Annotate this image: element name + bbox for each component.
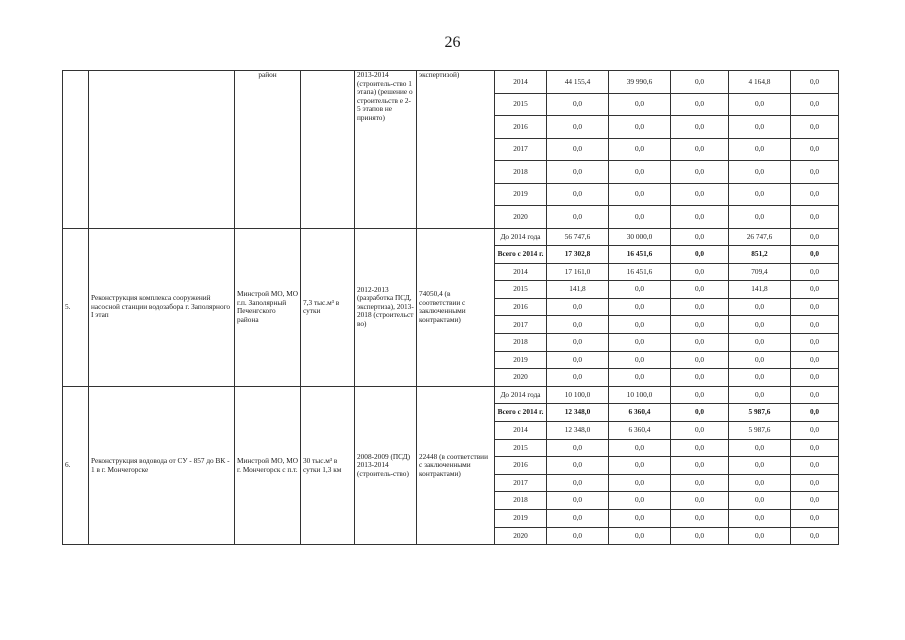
value-cell: 0,0	[791, 492, 839, 510]
value-cell: 0,0	[791, 206, 839, 229]
value-cell: 0,0	[791, 281, 839, 299]
value-cell: 0,0	[671, 116, 729, 139]
value-cell: 12 348,0	[547, 422, 609, 440]
value-cell: 0,0	[671, 246, 729, 264]
value-cell: 0,0	[791, 228, 839, 246]
value-cell: 4 164,8	[729, 71, 791, 94]
value-cell: 0,0	[671, 457, 729, 475]
value-cell: 141,8	[547, 281, 609, 299]
value-cell: 0,0	[609, 510, 671, 528]
value-cell: 0,0	[729, 457, 791, 475]
value-cell: 0,0	[791, 334, 839, 352]
value-cell: 0,0	[547, 116, 609, 139]
value-cell: 44 155,4	[547, 71, 609, 94]
value-cell: 0,0	[547, 183, 609, 206]
executor-cell: район	[235, 71, 301, 229]
year-cell: 2014	[495, 71, 547, 94]
value-cell: 0,0	[547, 138, 609, 161]
value-cell: 0,0	[729, 474, 791, 492]
value-cell: 0,0	[791, 369, 839, 387]
value-cell: 0,0	[729, 369, 791, 387]
value-cell: 0,0	[671, 298, 729, 316]
value-cell: 0,0	[547, 492, 609, 510]
value-cell: 0,0	[671, 404, 729, 422]
value-cell: 10 100,0	[547, 386, 609, 404]
value-cell: 10 100,0	[609, 386, 671, 404]
value-cell: 0,0	[547, 439, 609, 457]
value-cell: 0,0	[791, 116, 839, 139]
value-cell: 0,0	[671, 439, 729, 457]
item-number-cell	[63, 71, 89, 229]
value-cell: 0,0	[671, 510, 729, 528]
item-name-cell: Реконструкция комплекса сооружений насосной станции водозабора г. Заполярного I этап	[89, 228, 235, 386]
value-cell: 0,0	[729, 386, 791, 404]
value-cell: 0,0	[547, 351, 609, 369]
term-cell: 2012-2013 (разработка ПСД, экспертиза), 2013-2018 (строительст во)	[355, 228, 417, 386]
value-cell: 709,4	[729, 263, 791, 281]
value-cell: 0,0	[791, 316, 839, 334]
value-cell: 16 451,6	[609, 246, 671, 264]
value-cell: 0,0	[791, 138, 839, 161]
item-name-cell: Реконструкция водовода от СУ - 857 до ВК - 1 в г. Мончегорске	[89, 386, 235, 544]
value-cell: 0,0	[671, 183, 729, 206]
year-cell: 2020	[495, 206, 547, 229]
value-cell: 0,0	[547, 369, 609, 387]
value-cell: 0,0	[609, 316, 671, 334]
value-cell: 5 987,6	[729, 404, 791, 422]
value-cell: 0,0	[671, 316, 729, 334]
value-cell: 0,0	[609, 138, 671, 161]
value-cell: 0,0	[729, 316, 791, 334]
item-number-cell: 5.	[63, 228, 89, 386]
value-cell: 12 348,0	[547, 404, 609, 422]
value-cell: 6 360,4	[609, 422, 671, 440]
year-cell: 2018	[495, 161, 547, 184]
value-cell: 0,0	[729, 93, 791, 116]
value-cell: 0,0	[791, 71, 839, 94]
value-cell: 0,0	[609, 298, 671, 316]
year-cell: 2018	[495, 334, 547, 352]
executor-cell: Минстрой МО, МО г.п. Заполярный Печенгского района	[235, 228, 301, 386]
year-cell: 2016	[495, 116, 547, 139]
value-cell: 26 747,6	[729, 228, 791, 246]
value-cell: 0,0	[671, 93, 729, 116]
value-cell: 0,0	[791, 246, 839, 264]
value-cell: 0,0	[547, 527, 609, 545]
value-cell: 16 451,6	[609, 263, 671, 281]
value-cell: 0,0	[671, 474, 729, 492]
value-cell: 0,0	[729, 138, 791, 161]
value-cell: 0,0	[729, 510, 791, 528]
value-cell: 0,0	[671, 71, 729, 94]
value-cell: 0,0	[729, 334, 791, 352]
value-cell: 0,0	[791, 457, 839, 475]
value-cell: 0,0	[729, 527, 791, 545]
value-cell: 6 360,4	[609, 404, 671, 422]
value-cell: 0,0	[729, 298, 791, 316]
value-cell: 0,0	[729, 116, 791, 139]
value-cell: 0,0	[671, 386, 729, 404]
value-cell: 0,0	[791, 183, 839, 206]
value-cell: 0,0	[671, 351, 729, 369]
value-cell: 0,0	[547, 334, 609, 352]
value-cell: 0,0	[729, 492, 791, 510]
value-cell: 0,0	[609, 281, 671, 299]
value-cell: 0,0	[547, 206, 609, 229]
value-cell: 0,0	[609, 206, 671, 229]
value-cell: 0,0	[729, 183, 791, 206]
value-cell: 0,0	[791, 298, 839, 316]
investment-table	[62, 70, 839, 545]
value-cell: 0,0	[791, 439, 839, 457]
value-cell: 0,0	[547, 510, 609, 528]
year-cell: 2017	[495, 474, 547, 492]
value-cell: 0,0	[671, 161, 729, 184]
capacity-cell: 7,3 тыс.м³ в сутки	[301, 228, 355, 386]
year-cell: 2016	[495, 457, 547, 475]
year-cell: До 2014 года	[495, 228, 547, 246]
value-cell: 0,0	[671, 228, 729, 246]
value-cell: 0,0	[791, 93, 839, 116]
value-cell: 0,0	[609, 369, 671, 387]
value-cell: 0,0	[729, 439, 791, 457]
value-cell: 0,0	[609, 527, 671, 545]
value-cell: 0,0	[609, 334, 671, 352]
year-cell: 2019	[495, 351, 547, 369]
value-cell: 0,0	[547, 457, 609, 475]
term-cell: 2013-2014 (строитель-ство 1 этапа) (решение о строительств е 2-5 этапов не принято)	[355, 71, 417, 229]
value-cell: 0,0	[671, 206, 729, 229]
value-cell: 0,0	[671, 492, 729, 510]
year-cell: До 2014 года	[495, 386, 547, 404]
year-cell: Всего с 2014 г.	[495, 246, 547, 264]
value-cell: 0,0	[791, 474, 839, 492]
value-cell: 0,0	[671, 263, 729, 281]
year-cell: 2020	[495, 369, 547, 387]
value-cell: 0,0	[609, 492, 671, 510]
value-cell: 0,0	[547, 298, 609, 316]
value-cell: 0,0	[609, 474, 671, 492]
cost-cell: экспертизой)	[417, 71, 495, 229]
value-cell: 17 161,0	[547, 263, 609, 281]
value-cell: 0,0	[609, 161, 671, 184]
year-cell: 2019	[495, 183, 547, 206]
value-cell: 5 987,6	[729, 422, 791, 440]
term-cell: 2008-2009 (ПСД) 2013-2014 (строитель-ство)	[355, 386, 417, 544]
value-cell: 0,0	[791, 386, 839, 404]
value-cell: 0,0	[547, 316, 609, 334]
year-cell: 2017	[495, 316, 547, 334]
page-number: 26	[444, 34, 461, 51]
year-cell: 2020	[495, 527, 547, 545]
value-cell: 0,0	[547, 474, 609, 492]
table-row	[63, 386, 839, 404]
executor-cell: Минстрой МО, МО г. Мончегорск с п.т.	[235, 386, 301, 544]
value-cell: 56 747,6	[547, 228, 609, 246]
year-cell: 2015	[495, 281, 547, 299]
year-cell: Всего с 2014 г.	[495, 404, 547, 422]
item-name-cell	[89, 71, 235, 229]
value-cell: 0,0	[671, 281, 729, 299]
value-cell: 0,0	[791, 404, 839, 422]
value-cell: 0,0	[791, 263, 839, 281]
value-cell: 0,0	[547, 161, 609, 184]
value-cell: 141,8	[729, 281, 791, 299]
capacity-cell: 30 тыс.м³ в сутки 1,3 км	[301, 386, 355, 544]
year-cell: 2015	[495, 93, 547, 116]
value-cell: 0,0	[609, 439, 671, 457]
cost-cell: 74050,4 (в соответствии с заключенными контрактами)	[417, 228, 495, 386]
value-cell: 0,0	[791, 510, 839, 528]
value-cell: 0,0	[729, 351, 791, 369]
cost-cell: 22448 (в соответствии с заключенными контрактами)	[417, 386, 495, 544]
year-cell: 2014	[495, 422, 547, 440]
value-cell: 0,0	[671, 334, 729, 352]
value-cell: 0,0	[671, 138, 729, 161]
value-cell: 0,0	[791, 161, 839, 184]
value-cell: 0,0	[671, 527, 729, 545]
item-number-cell: 6.	[63, 386, 89, 544]
year-cell: 2019	[495, 510, 547, 528]
value-cell: 39 990,6	[609, 71, 671, 94]
year-cell: 2016	[495, 298, 547, 316]
value-cell: 30 000,0	[609, 228, 671, 246]
value-cell: 0,0	[671, 422, 729, 440]
table-row	[63, 71, 839, 94]
value-cell: 0,0	[609, 351, 671, 369]
value-cell: 0,0	[609, 457, 671, 475]
value-cell: 0,0	[609, 93, 671, 116]
value-cell: 0,0	[609, 183, 671, 206]
value-cell: 0,0	[729, 161, 791, 184]
year-cell: 2018	[495, 492, 547, 510]
value-cell: 0,0	[609, 116, 671, 139]
table-row	[63, 228, 839, 246]
year-cell: 2014	[495, 263, 547, 281]
capacity-cell	[301, 71, 355, 229]
year-cell: 2015	[495, 439, 547, 457]
value-cell: 0,0	[729, 206, 791, 229]
value-cell: 851,2	[729, 246, 791, 264]
value-cell: 17 302,8	[547, 246, 609, 264]
value-cell: 0,0	[791, 351, 839, 369]
value-cell: 0,0	[791, 527, 839, 545]
value-cell: 0,0	[547, 93, 609, 116]
value-cell: 0,0	[671, 369, 729, 387]
year-cell: 2017	[495, 138, 547, 161]
value-cell: 0,0	[791, 422, 839, 440]
